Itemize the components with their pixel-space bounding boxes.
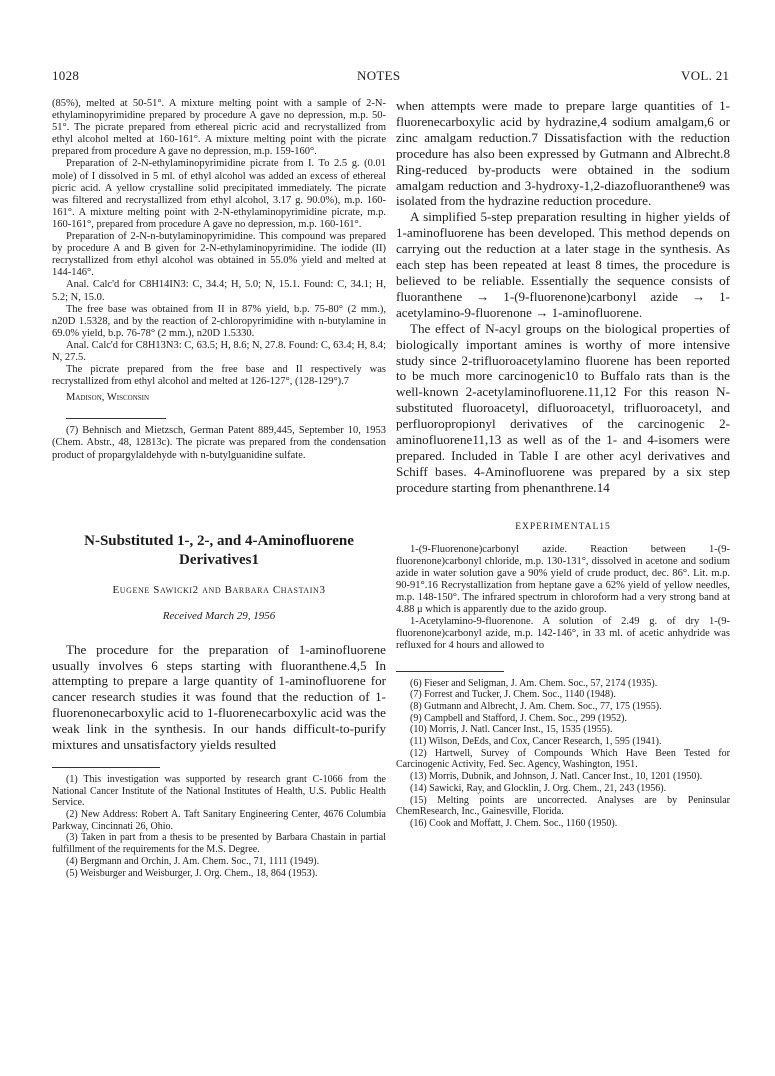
- footnote-divider: [66, 418, 166, 419]
- right-column: [396, 98, 730, 830]
- left-column: [52, 98, 386, 879]
- footnote: (7) Behnisch and Mietzsch, German Patent 889,445, September 10, 1953 (Chem. Abstr., 48, 12813c). The picrate was prepared from the condensation product of propargylaldehyde with n-butylguanidine sulfate.: [52, 425, 386, 461]
- intro-paragraph: The procedure for the preparation of 1-aminofluorene usually involves 6 steps starting with fluoranthene.4,5 In attempting to prepare a large quantity of 1-aminofluorene for cancer research studies it was found that the reduction of 1-fluorenonecarboxylic acid to 1-fluorenecarboxylic acid was the weak link in the synthesis. In our hands difficult-to-purify mixtures and unsatisfactory yields resulted: [52, 641, 386, 753]
- volume-label: VOL. 21: [681, 68, 730, 83]
- reference: (12) Hartwell, Survey of Compounds Which Have Been Tested for Carcinogenic Activity, Fed. Sec. Agency, Washington, 1951.: [396, 747, 730, 771]
- reference: (9) Campbell and Stafford, J. Chem. Soc., 299 (1952).: [410, 712, 628, 724]
- received-date: Received March 29, 1956: [162, 609, 276, 622]
- reference: (8) Gutmann and Albrecht, J. Am. Chem. Soc., 77, 175 (1955).: [410, 700, 662, 712]
- footnote: (1) This investigation was supported by research grant C-1066 from the National Cancer Institute of the National Institutes of Health, U.S. Public Health Service.: [52, 773, 386, 809]
- paragraph: The free base was obtained from II in 87% yield, b.p. 75-80° (2 mm.), n20D 1.5328, and by the reaction of 2-chloropyrimidine with n-butylamine in 69.0% yield, b.p. 76-78° (2 mm.), n20D 1.5330.: [52, 303, 386, 339]
- paragraph: (85%), melted at 50-51°. A mixture melting point with a sample of 2-N-ethylaminopyrimidine prepared by procedure A gave no depression, m.p. 50-51°. The picrate prepared from ethereal picric acid and recrystallized from ethyl alcohol melted at 160-161°. A mixture melting point with the picrate prepared from procedure A gave no depression, m.p. 159-160°.: [52, 98, 386, 158]
- analysis-line: Anal. Calc'd for C8H13N3: C, 63.5; H, 8.6; N, 27.8. Found: C, 63.4; H, 8.4; N, 27.5.: [52, 339, 386, 363]
- footnote-divider: [396, 671, 504, 672]
- paragraph: Preparation of 2-N-n-butylaminopyrimidine. This compound was prepared by procedure A and B given for 2-N-ethylaminopyrimidine. The iodide (II) recrystallized from ethyl alcohol was obtained in 55.0% yield and melted at 144-146°.: [52, 231, 386, 279]
- paragraph: A simplified 5-step preparation resulting in higher yields of 1-aminofluorene has been developed. This method depends on carrying out the reduction at a later stage in the synthesis. As each step has been repeated at least 8 times, the procedure is believed to be reliable. Essentially the sequence consists of fluoranthene → 1-(9-fluorenone)carbonyl azide → 1-acetylamino-9-fluorenone → 1-aminofluorene.: [396, 209, 730, 320]
- footnote: (3) Taken in part from a thesis to be presented by Barbara Chastain in partial fulfillment of the requirements for the M.S. Degree.: [52, 832, 386, 856]
- experimental-text: [396, 544, 730, 653]
- reference: (15) Melting points are uncorrected. Analyses are by Peninsular ChemResearch, Inc., Gainesville, Florida.: [396, 794, 730, 818]
- reference: (11) Wilson, DeEds, and Cox, Cancer Research, 1, 595 (1941).: [410, 736, 662, 748]
- reference: (13) Morris, Dubnik, and Johnson, J. Natl. Cancer Inst., 10, 1201 (1950).: [410, 771, 703, 783]
- reference: (10) Morris, J. Natl. Cancer Inst., 15, 1535 (1955).: [410, 724, 613, 736]
- running-head: NOTES: [357, 68, 401, 83]
- body-text: [396, 98, 730, 496]
- page-number: 1028: [52, 68, 80, 83]
- footnote: (5) Weisburger and Weisburger, J. Org. Chem., 18, 864 (1953).: [66, 867, 318, 879]
- reference: (6) Fieser and Seligman, J. Am. Chem. Soc., 57, 2174 (1935).: [410, 677, 658, 689]
- footnote-divider: [52, 767, 160, 768]
- article-title: N-Substituted 1-, 2-, and 4-Aminofluorene Derivatives1: [84, 532, 354, 568]
- paragraph: The picrate prepared from the free base and II respectively was recrystallized from ethyl alcohol and melted at 126-127°, (128-129°).7: [52, 364, 386, 388]
- footnotes: [52, 774, 386, 879]
- section-heading: EXPERIMENTAL15: [515, 521, 611, 532]
- author-location: Madison, Wisconsin: [66, 392, 150, 404]
- reference: (14) Sawicki, Ray, and Glocklin, J. Org. Chem., 21, 243 (1956).: [410, 782, 667, 794]
- references: [396, 678, 730, 830]
- reference: (7) Forrest and Tucker, J. Chem. Soc., 1140 (1948).: [410, 689, 616, 701]
- paragraph: 1-(9-Fluorenone)carbonyl azide. Reaction between 1-(9-fluorenone)carbonyl chloride, m.p. 130-131°, dissolved in acetone and sodium azide in water solution gave a 90% yield of crude product, dec. 86°. Lit. m.p. 90-91°.16 Recrystallization from heptane gave a 62% yield of yellow needles, m.p. 148-150°. The infrared spectrum in chloroform had a very strong band at 4.88 μ which is apparently due to the azido group.: [396, 543, 730, 616]
- footnote: (4) Bergmann and Orchin, J. Am. Chem. Soc., 71, 1111 (1949).: [66, 855, 320, 867]
- paragraph: Preparation of 2-N-ethylaminopyrimidine picrate from I. To 2.5 g. (0.01 mole) of I dissolved in 5 ml. of ethyl alcohol was added an excess of ethereal picric acid. A yellow crystalline solid precipitated immediately. The picrate was filtered and recrystallized from ethyl alcohol, 3.17 g. 90.0%), m.p. 160-161°. A mixture melting point with 2-N-ethylaminopyrimidine picrate, m.p. 160-161°, prepared from procedure A gave no depression, m.p. 160-161°.: [52, 158, 386, 230]
- analysis-line: Anal. Calc'd for C8H14IN3: C, 34.4; H, 5.0; N, 15.1. Found: C, 34.1; H, 5.2; N, 15.0.: [52, 279, 386, 303]
- reference: (16) Cook and Moffatt, J. Chem. Soc., 1160 (1950).: [410, 817, 618, 829]
- paragraph: The effect of N-acyl groups on the biological properties of biologically important amines is worthy of more intensive study since 2-trifluoroacetylamino fluorene has been reported to be much more carcinogenic10 to Buffalo rats than is the well-known 2-acetylaminofluorene.11,12 For this reason N-substituted fluoroacetyl, difluoroacetyl, trifluoroacetyl, and perfluoropropionyl derivatives of the carcinogenic 2-aminofluorene11,13 as well as of the 1- and 4-isomers were prepared. Included in Table I are other acyl derivatives and Schiff bases. 4-Aminofluorene was prepared by a six step procedure starting from phenanthrene.14: [396, 320, 730, 495]
- article-authors: Eugene Sawicki2 and Barbara Chastain3: [112, 583, 326, 596]
- previous-article-continuation: [52, 98, 386, 388]
- paragraph: 1-Acetylamino-9-fluorenone. A solution of 2.49 g. of dry 1-(9-fluorenone)carbonyl azide, m.p. 142-146°, in 33 ml. of acetic anhydride was refluxed for 4 hours and allowed to: [396, 616, 730, 652]
- paragraph: when attempts were made to prepare large quantities of 1-fluorenecarboxylic acid by hydrazine,4 sodium amalgam,6 or zinc amalgam reduction.7 Dissatisfaction with the reduction procedure has also been expressed by Gutmann and Albrecht.8 Ring-reduced by-products were obtained in the sodium amalgam reduction and 3-hydroxy-1,2-diazofluoranthene9 was isolated from the hydrazine reduction procedure.: [396, 98, 730, 209]
- footnote: (2) New Address: Robert A. Taft Sanitary Engineering Center, 4676 Columbia Parkway, Cincinnati 26, Ohio.: [52, 809, 386, 832]
